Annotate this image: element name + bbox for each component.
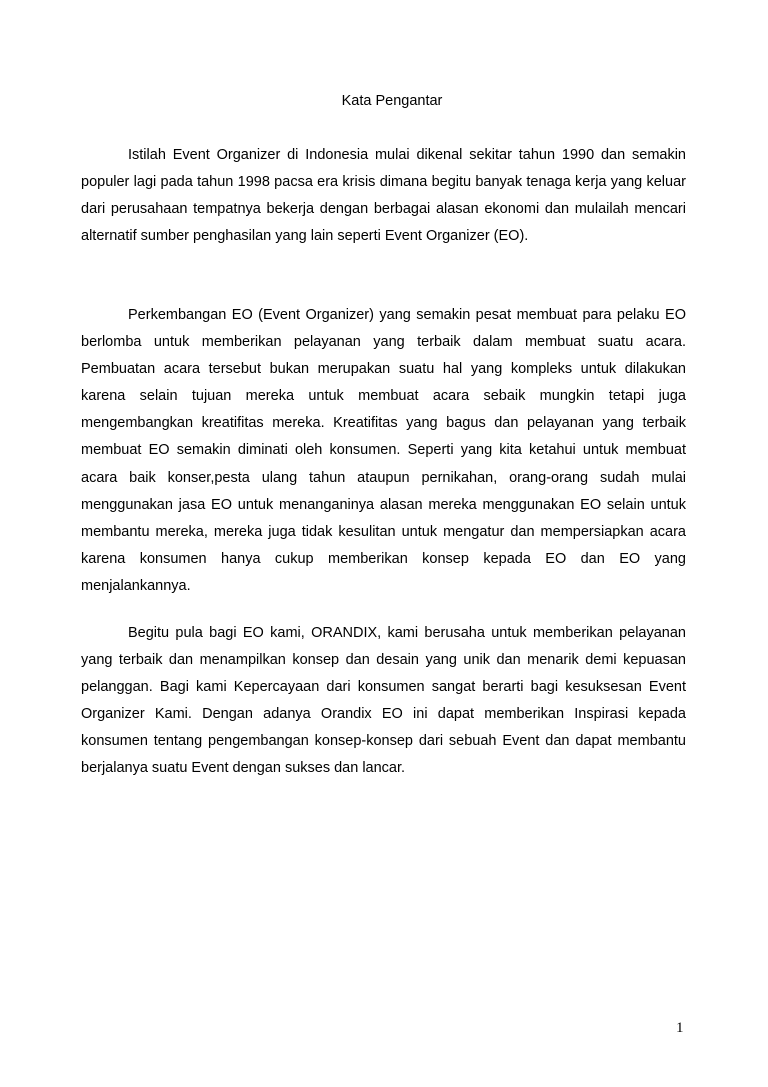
paragraph-2-text: Perkembangan EO (Event Organizer) yang semakin pesat membuat para pelaku EO berlomba untuk memberikan pelayanan yang terbaik dalam membuat suatu acara. Pembuatan acara tersebut bukan merupakan suatu hal yang kompleks untuk dilakukan karena selain tujuan mereka untuk membuat acara sebaik mungkin tetapi juga mengembangkan kreatifitas mereka. Kreatifitas yang bagus dan pelayanan yang terbaik membuat EO semakin diminati oleh konsumen. Seperti yang kita ketahui untuk membuat acara baik konser,pesta ulang tahun ataupun pernikahan, orang-orang sudah mulai menggunakan jasa EO untuk menanganinya alasan mereka menggunakan EO selain untuk membantu mereka, mereka juga tidak kesulitan untuk mengatur dan mempersiapkan acara karena konsumen hanya cukup memberikan konsep kepada EO dan EO yang menjalankannya. (81, 307, 686, 594)
paragraph-2 (81, 302, 686, 600)
page-title: Kata Pengantar (341, 93, 443, 109)
page-number: 1 (676, 1020, 684, 1036)
paragraph-1 (81, 142, 686, 250)
paragraph-3 (81, 620, 686, 783)
paragraph-3-text: Begitu pula bagi EO kami, ORANDIX, kami berusaha untuk memberikan pelayanan yang terbaik dan menampilkan konsep dan desain yang unik dan menarik demi kepuasan pelanggan. Bagi kami Kepercayaan dari konsumen sangat berarti bagi kesuksesan Event Organizer Kami. Dengan adanya Orandix EO ini dapat memberikan Inspirasi kepada konsumen tentang pengembangan konsep-konsep dari sebuah Event dan dapat membantu berjalanya suatu Event dengan sukses dan lancar. (81, 625, 686, 777)
paragraph-1-text: Istilah Event Organizer di Indonesia mulai dikenal sekitar tahun 1990 dan semakin populer lagi pada tahun 1998 pacsa era krisis dimana begitu banyak tenaga kerja yang keluar dari perusahaan tempatnya bekerja dengan berbagai alasan ekonomi dan mulailah mencari alternatif sumber penghasilan yang lain seperti Event Organizer (EO). (81, 147, 686, 245)
